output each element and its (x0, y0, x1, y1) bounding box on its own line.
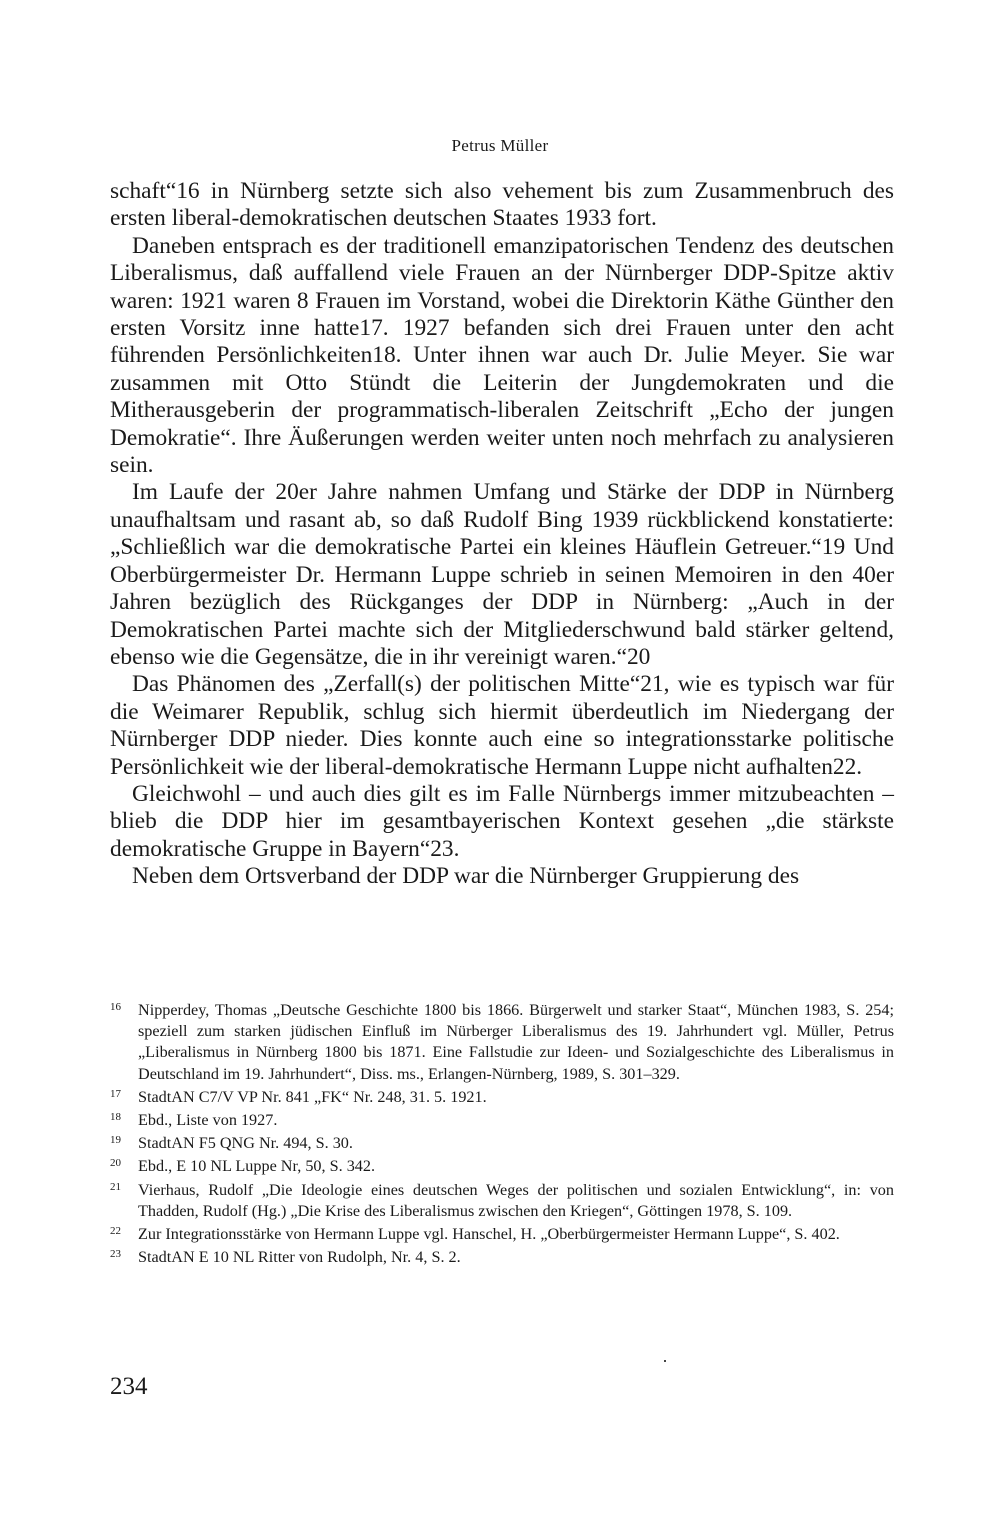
footnote (110, 1224, 894, 1245)
footnote (110, 1110, 894, 1131)
footnote-number: 20 (110, 1157, 121, 1170)
paragraph: Neben dem Ortsverband der DDP war die Nürnberger Gruppierung des (132, 863, 800, 890)
footnote-number: 16 (110, 1001, 121, 1013)
page-number: 234 (110, 1373, 148, 1400)
footnote-number: 19 (110, 1134, 121, 1147)
footnote-number: 23 (110, 1248, 121, 1261)
footnote (110, 1247, 894, 1268)
scan-speck (664, 1360, 666, 1362)
footnote-text: StadtAN F5 QNG Nr. 494, S. 30. (138, 1134, 353, 1153)
footnote-number: 22 (110, 1225, 121, 1238)
footnote-text: Zur Integrationsstärke von Hermann Luppe vgl. Hanschel, H. „Oberbürgermeister Hermann Luppe“, S. 402. (138, 1225, 840, 1244)
paragraph: Daneben entsprach es der traditionell emanzipatorischen Tendenz des deutschen Liberalismus, daß auffallend viele Frauen an der Nürnberger DDP-Spitze aktiv waren: 1921 waren 8 Frauen im Vorstand, wobei die Direktorin Käthe Günther den ersten Vorsitz inne hatte17. 1927 befanden sich drei Frauen unter den acht führenden Persönlichkeiten18. Unter ihnen war auch Dr. Julie Meyer. Sie war zusammen mit Otto Stündt die Leiterin der Jungdemokraten und die Mitherausgeberin der programmatisch-liberalen Zeitschrift „Echo der jungen Demokratie“. Ihre Äußerungen werden weiter unten noch mehrfach zu analysieren sein. (110, 232, 894, 479)
footnote-number: 17 (110, 1087, 121, 1100)
footnote (110, 1180, 894, 1222)
paragraph: schaft“16 in Nürnberg setzte sich also vehement bis zum Zusammenbruch des ersten liberal-demokratischen deutschen Staates 1933 fort. (110, 178, 894, 232)
body-text (110, 178, 894, 891)
footnote (110, 1133, 894, 1154)
footnote-text: StadtAN E 10 NL Ritter von Rudolph, Nr. 4, S. 2. (138, 1248, 461, 1267)
footnote-text: Ebd., E 10 NL Luppe Nr, 50, S. 342. (138, 1157, 376, 1176)
footnote-text: Nipperdey, Thomas „Deutsche Geschichte 1800 bis 1866. Bürgerwelt und starker Staat“, München 1983, S. 254; speziell zum starken jüdischen Einfluß im Nürberger Liberalismus des 19. Jahrhundert vgl. Müller, Petrus „Liberalismus in Nürnberg 1800 bis 1871. Eine Fallstudie zur Ideen- und Sozialgeschichte des Liberalismus in Deutschland im 19. Jahrhundert“, Diss. ms., Erlangen-Nürnberg, 1989, S. 301–329. (138, 1001, 894, 1083)
footnote-text: Ebd., Liste von 1927. (138, 1111, 278, 1130)
footnote (110, 1000, 894, 1085)
footnote-number: 21 (110, 1180, 121, 1193)
footnote (110, 1156, 894, 1177)
paragraph: Das Phänomen des „Zerfall(s) der politischen Mitte“21, wie es typisch war für die Weimarer Republik, schlug sich hiermit überdeutlich im Niedergang der Nürnberger DDP nieder. Dies konnte auch eine so integrationsstarke politische Persönlichkeit wie der liberal-demokratische Hermann Luppe nicht aufhalten22. (110, 671, 894, 780)
footnote-number: 18 (110, 1111, 121, 1124)
footnote-text: Vierhaus, Rudolf „Die Ideologie eines deutschen Weges der politischen und sozialen Entwicklung“, in: von Thadden, Rudolf (Hg.) „Die Krise des Liberalismus zwischen den Kriegen“, Göttingen 1978, S. 109. (138, 1180, 894, 1220)
paragraph: Gleichwohl – und auch dies gilt es im Falle Nürnbergs immer mitzubeachten – blieb die DDP hier im gesamtbayerischen Kontext gesehen „die stärkste demokratische Gruppe in Bayern“23. (110, 780, 894, 862)
paragraph: Im Laufe der 20er Jahre nahmen Umfang und Stärke der DDP in Nürnberg unaufhaltsam und rasant ab, so daß Rudolf Bing 1939 rückblickend konstatierte: „Schließlich war die demokratische Partei ein kleines Häuflein Getreuer.“19 Und Oberbürgermeister Dr. Hermann Luppe schrieb in seinen Memoiren in den 40er Jahren bezüglich des Rückganges der DDP in Nürnberg: „Auch in der Demokratischen Partei machte sich der Mitgliederschwund bald stärker geltend, ebenso wie die Gegensätze, die in ihr vereinigt waren.“20 (110, 479, 894, 670)
footnotes (110, 1000, 894, 1270)
footnote (110, 1087, 894, 1108)
running-head: Petrus Müller (451, 136, 549, 155)
footnote-text: StadtAN C7/V VP Nr. 841 „FK“ Nr. 248, 31. 5. 1921. (138, 1087, 487, 1106)
